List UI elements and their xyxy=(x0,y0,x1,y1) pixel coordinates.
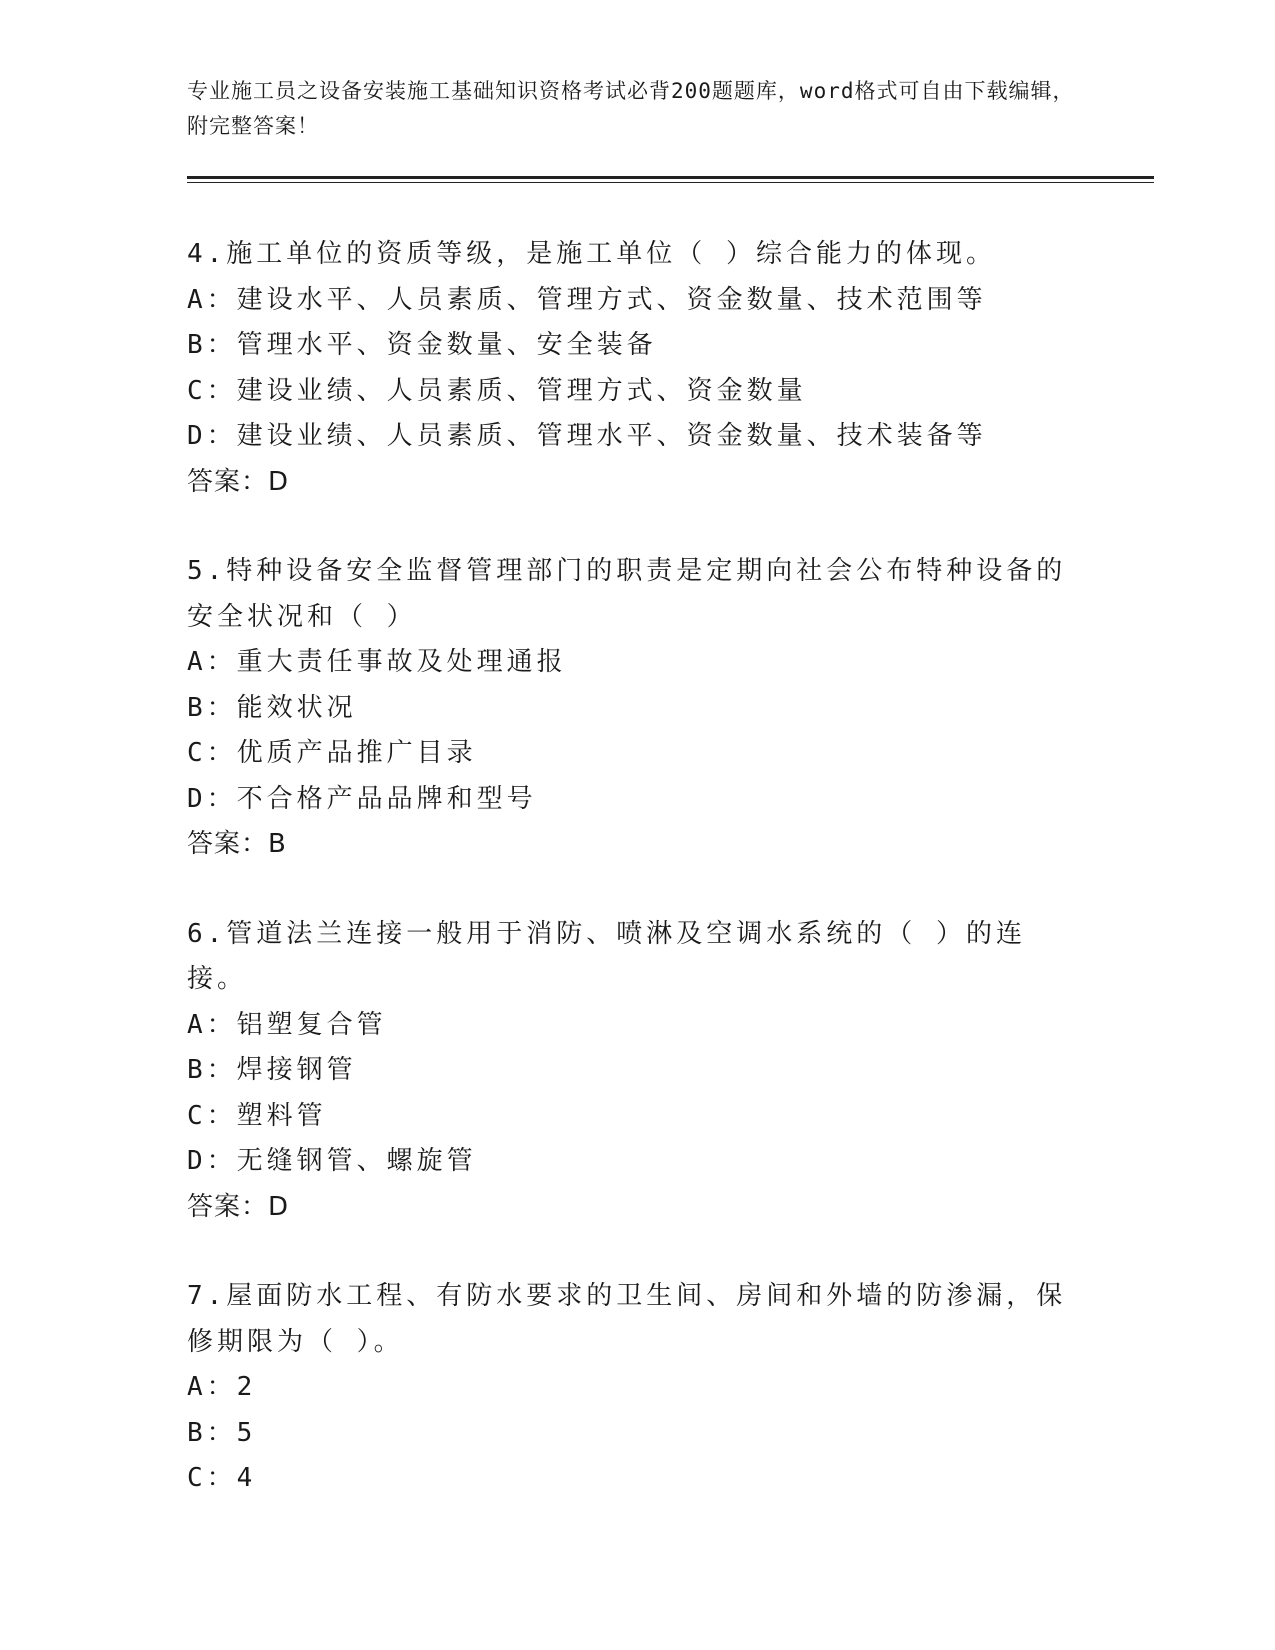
question-list xyxy=(187,232,1067,1546)
answer-label: 答案：B xyxy=(187,829,287,859)
answer-label: 答案：D xyxy=(187,466,290,497)
header-divider-thin xyxy=(187,182,1154,183)
question-4 xyxy=(187,232,1067,505)
option-b: B：焊接钢管 xyxy=(187,1055,357,1085)
option-d: D：建设业绩、人员素质、管理水平、资金数量、技术装备等 xyxy=(187,421,987,451)
option-c: C：优质产品推广目录 xyxy=(187,738,477,768)
option-d: D：不合格产品品牌和型号 xyxy=(187,783,537,814)
question-6 xyxy=(187,912,1067,1231)
question-stem: 4.施工单位的资质等级，是施工单位（ ）综合能力的体现。 xyxy=(187,239,996,269)
document-header: 专业施工员之设备安装施工基础知识资格考试必背200题题库，word格式可自由下载编辑，附完整答案！ xyxy=(187,79,1075,138)
question-stem: 7.屋面防水工程、有防水要求的卫生间、房间和外墙的防渗漏，保修期限为（ ）。 xyxy=(187,1281,1067,1357)
option-b: B：能效状况 xyxy=(187,692,357,723)
option-b: B：5 xyxy=(187,1417,257,1448)
option-c: C：塑料管 xyxy=(187,1100,327,1131)
option-c: C：建设业绩、人员素质、管理方式、资金数量 xyxy=(187,375,807,406)
header-divider-thick xyxy=(187,176,1154,179)
question-stem: 5.特种设备安全监督管理部门的职责是定期向社会公布特种设备的安全状况和（ ） xyxy=(187,556,1067,632)
question-5 xyxy=(187,549,1067,868)
question-stem: 6.管道法兰连接一般用于消防、喷淋及空调水系统的（ ）的连接。 xyxy=(187,918,1026,994)
option-c: C：4 xyxy=(187,1463,257,1493)
option-d: D：无缝钢管、螺旋管 xyxy=(187,1146,477,1176)
option-a: A：建设水平、人员素质、管理方式、资金数量、技术范围等 xyxy=(187,284,987,315)
option-a: A：2 xyxy=(187,1372,257,1402)
answer-label: 答案：D xyxy=(187,1191,290,1222)
option-a: A：铝塑复合管 xyxy=(187,1009,387,1040)
option-a: A：重大责任事故及处理通报 xyxy=(187,647,567,677)
question-7 xyxy=(187,1274,1067,1502)
option-b: B：管理水平、资金数量、安全装备 xyxy=(187,330,657,360)
